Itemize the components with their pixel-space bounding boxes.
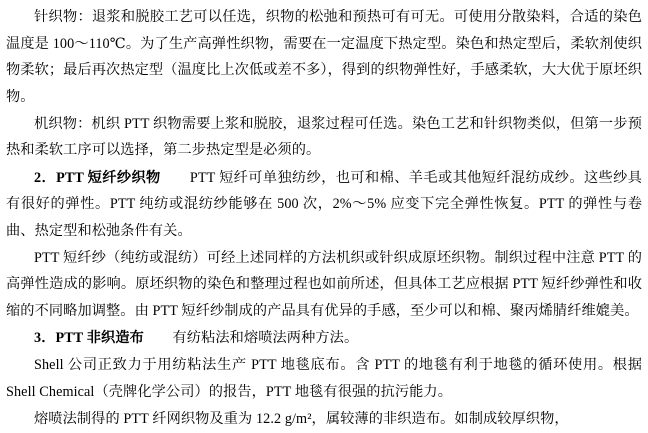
run-in-heading: 2．PTT 短纤纱织物 <box>34 169 161 186</box>
paragraph-knit-dyeing <box>6 4 642 110</box>
paragraph-text <box>34 330 358 346</box>
paragraph-text: PTT 短纤纱（纯纺或混纺）可经上述同样的方法机织或针织成原坯织物。制织过程中注意 PTT 的高弹性造成的影响。原坯织物的染色和整理过程也如前所述，但具体工艺应根据 PTT 短纤纱弹性和收缩的不同略加调整。由 PTT 短纤纱制成的产品具有优异的手感，至少可以和棉、聚丙烯腈纤维媲美。 <box>6 249 642 320</box>
paragraph-meltblown <box>6 406 642 433</box>
document-body <box>6 4 642 433</box>
paragraph-text <box>6 170 642 239</box>
paragraph-text: 机织物：机织 PTT 织物需要上浆和脱胶，退浆过程可任选。染色工艺和针织物类似，但第一步预热和柔软工序可以选择，第二步热定型是必须的。 <box>6 115 642 159</box>
paragraph-text: Shell 公司正致力于用纺粘法生产 PTT 地毯底布。含 PTT 的地毯有利于地毯的循环使用。根据 Shell Chemical（壳牌化学公司）的报告，PTT 地毯有很强的抗污能力。 <box>6 357 642 400</box>
paragraph-text: 针织物：退浆和脱胶工艺可以任选，织物的松弛和预热可有可无。可使用分散染料，合适的染色温度是 100～110℃。为了生产高弹性织物，需要在一定温度下热定型。染色和热定型后，柔软剂使织物柔软；最后再次热定型（温度比上次低或差不多），得到的织物弹性好，手感柔软，大大优于原坯织物。 <box>6 9 642 105</box>
paragraph-heading-2-staple-yarn-fabric <box>6 165 642 245</box>
paragraph-shell-company <box>6 352 642 405</box>
paragraph-woven <box>6 111 642 164</box>
run-in-body: PTT 短纤可单独纺纱，也可和棉、羊毛或其他短纤混纺成纱。这些纱具有很好的弹性。PTT 纯纺或混纺纱能够在 500 次，2%～5% 应变下完全弹性恢复。PTT 的弹性与卷曲、热定型和松弛条件有关。 <box>6 169 643 239</box>
paragraph-staple-yarn-fabric <box>6 245 642 325</box>
paragraph-heading-3-nonwoven <box>6 325 642 352</box>
run-in-heading: 3．PTT 非织造布 <box>34 330 144 347</box>
paragraph-text: 熔喷法制得的 PTT 纤网织物及重为 12.2 g/m²，属较薄的非织造布。如制成较厚织物， <box>34 410 569 427</box>
run-in-body: 有纺粘法和熔喷法两种方法。 <box>143 330 359 347</box>
